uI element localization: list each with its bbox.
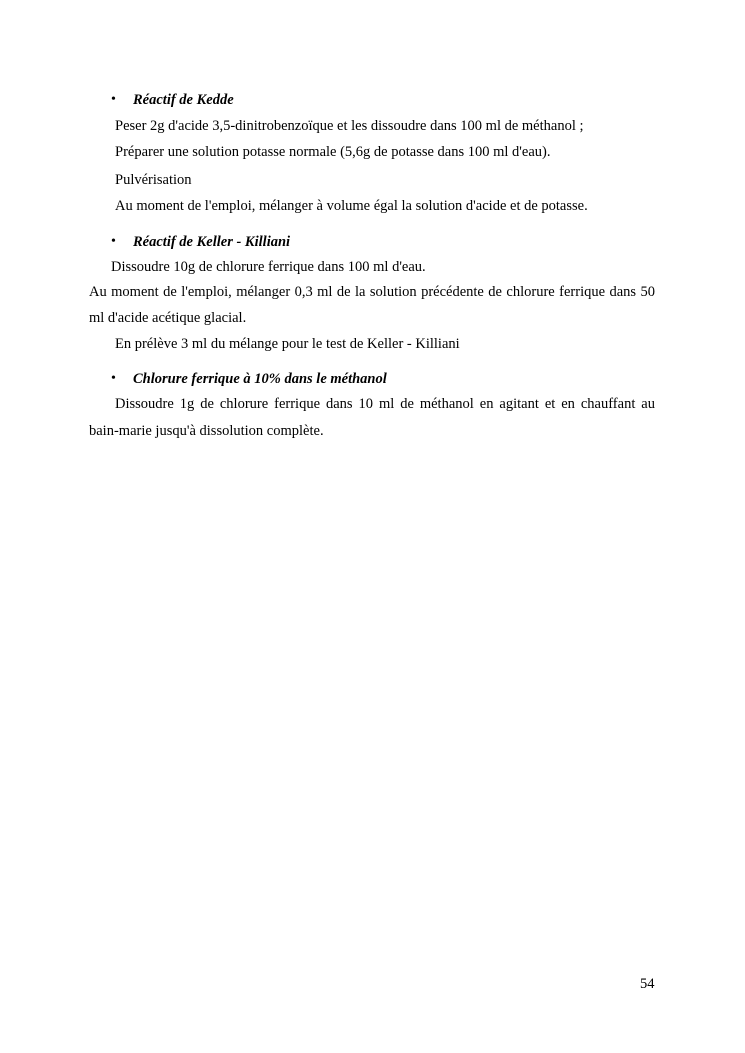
kedde-line-1: Peser 2g d'acide 3,5-dinitrobenzoïque et les dissoudre dans 100 ml de méthanol ; [115, 118, 584, 134]
keller-line-2: Au moment de l'emploi, mélanger 0,3 ml de la solution précédente de chlorure ferrique dans 50 [89, 284, 655, 300]
section-heading-keller-killiani: Réactif de Keller - Killiani [133, 234, 291, 250]
section-heading-kedde: Réactif de Kedde [133, 92, 234, 108]
bullet-icon: • [111, 92, 116, 107]
section-heading-chlorure-ferrique: Chlorure ferrique à 10% dans le méthanol [133, 371, 387, 387]
kedde-line-4: Au moment de l'emploi, mélanger à volume égal la solution d'acide et de potasse. [115, 198, 588, 214]
page-number: 54 [640, 976, 655, 992]
kedde-line-3: Pulvérisation [115, 172, 192, 188]
keller-line-1: Dissoudre 10g de chlorure ferrique dans 100 ml d'eau. [111, 259, 426, 275]
keller-line-4: En prélève 3 ml du mélange pour le test de Keller - Killiani [115, 336, 460, 352]
kedde-line-2: Préparer une solution potasse normale (5,6g de potasse dans 100 ml d'eau). [115, 144, 551, 160]
bullet-icon: • [111, 371, 116, 386]
chlorure-line-2: bain-marie jusqu'à dissolution complète. [89, 423, 324, 439]
keller-line-3: ml d'acide acétique glacial. [89, 310, 247, 326]
chlorure-line-1: Dissoudre 1g de chlorure ferrique dans 10 ml de méthanol en agitant et en chauffant au [115, 396, 655, 412]
bullet-icon: • [111, 234, 116, 249]
